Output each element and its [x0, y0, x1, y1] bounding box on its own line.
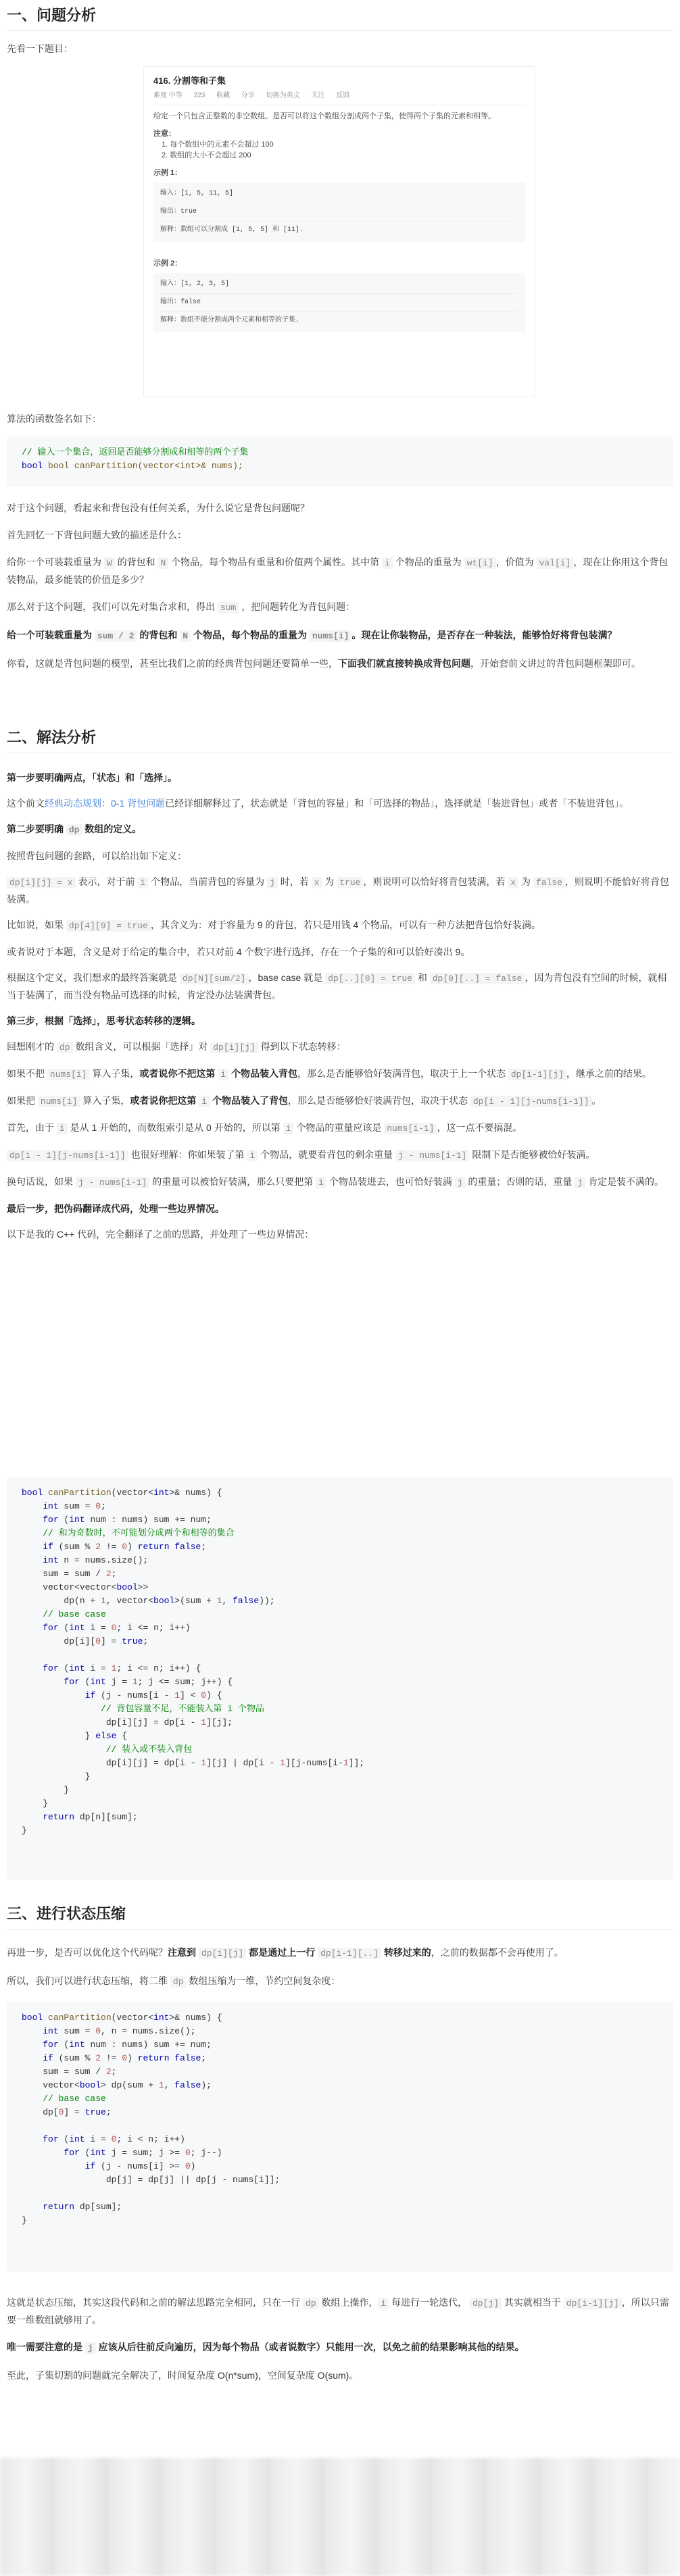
problem-card	[143, 66, 535, 397]
step-heading: 最后一步，把伪码翻译成代码，处理一些边界情况。	[7, 1203, 224, 1214]
blurred-footer	[0, 2458, 680, 2576]
paragraph: 以下是我的 C++ 代码，完全翻译了之前的思路，并处理了一些边界情况：	[7, 1229, 314, 1240]
section-title: 三、进行状态压缩	[7, 1902, 673, 1929]
example-input: 输入：[1, 2, 3, 5]	[160, 276, 518, 294]
code-block-2d: bool canPartition(vector<int>& nums) { int sum = 0; for (int num : nums) sum += num; // 和为奇数时，不可能划分成两个和相等的集合 if (sum % 2 != 0) return false; int n = nums.size(); sum = sum / 2; vector<vector<bool>> dp(n + 1, vector<bool>(sum + 1, false)); // base case for (int i = 0; i <= n; i++) dp[i][0] = true; for (int i = 1; i <= n; i++) { for (int j = 1; j <= sum; j++) { if (j - nums[i - 1] < 0) { // 背包容量不足，不能装入第 i 个物品 dp[i][j] = dp[i - 1][j]; } else { // 装入或不装入背包 dp[i][j] = dp[i - 1][j] | dp[i - 1][j-nums[i-1]]; } } } return dp[n][sum]; }	[7, 1477, 673, 1879]
paragraph: 给你一个可装载重量为 W 的背包和 N 个物品，每个物品有重量和价值两个属性。其中第 i 个物品的重量为 wt[i] ，价值为 val[i] ，现在让你用这个背包装物品，最多能装的价值是多少？	[7, 557, 669, 585]
paragraph: 至此，子集切割的问题就完全解决了，时间复杂度 O(n*sum)，空间复杂度 O(sum)。	[7, 2370, 359, 2381]
example-input: 输入：[1, 5, 11, 5]	[160, 185, 518, 203]
problem-meta	[153, 89, 525, 99]
problem-title: 416. 分割等和子集	[153, 76, 226, 86]
like-count[interactable]: 223	[193, 92, 205, 99]
feedback-button[interactable]: 反馈	[336, 92, 350, 99]
example-explanation: 解释：数组可以分割成 [1, 5, 5] 和 [11].	[160, 226, 304, 234]
paragraph: 再进一步，是否可以优化这个代码呢？注意到 dp[i][j] 都是通过上一行 dp[i-1][..] 转移过来的，之前的数据都不会再使用了。	[7, 1947, 564, 1959]
example-output: 输出：false	[160, 294, 518, 312]
switch-english-button[interactable]: 切换为英文	[266, 92, 300, 99]
paragraph: 这个前文经典动态规划：0-1 背包问题已经详细解释过了，状态就是「背包的容量」和「可选择的物品」，选择就是「装进背包」或者「不装进背包」。	[7, 798, 629, 809]
paragraph: 所以，我们可以进行状态压缩，将二维 dp 数组压缩为一维，节约空间复杂度：	[7, 1975, 341, 1987]
example-explanation: 解释：数组不能分割成两个元素和相等的子集.	[160, 317, 300, 324]
example-label: 示例 2：	[153, 259, 183, 268]
follow-button[interactable]: 关注	[311, 92, 325, 99]
example-label: 示例 1：	[153, 169, 183, 177]
example-box	[153, 273, 525, 332]
paragraph: 这就是状态压缩，其实这段代码和之前的解法思路完全相同，只在一行 dp 数组上操作， i 每进行一轮迭代， dp[j] 其实就相当于 dp[i-1][j] ，所以只需要一维数组就够用了。	[7, 2297, 669, 2325]
paragraph: 如果把 nums[i] 算入子集，或者说你把这第 i 个物品装入了背包，那么是否能够恰好装满背包，取决于状态 dp[i - 1][j-nums[i-1]] 。	[7, 1095, 602, 1107]
code-block-1d: bool canPartition(vector<int>& nums) { int sum = 0, n = nums.size(); for (int num : nums) sum += num; if (sum % 2 != 0) return false; sum = sum / 2; vector<bool> dp(sum + 1, false); // base case dp[0] = true; for (int i = 0; i < n; i++) for (int j = sum; j >= 0; j--) if (j - nums[i] >= 0) dp[j] = dp[j] || dp[j - nums[i]]; return dp[sum]; }	[7, 2002, 673, 2272]
paragraph: 回想刚才的 dp 数组含义，可以根据「选择」对 dp[i][j] 得到以下状态转移：	[7, 1041, 346, 1053]
paragraph: 首先回忆一下背包问题大致的描述是什么：	[7, 530, 187, 540]
paragraph: 算法的函数签名如下：	[7, 413, 101, 424]
example-box	[153, 182, 525, 242]
paragraph: 你看，这就是背包问题的模型，甚至比我们之前的经典背包问题还要简单一些，下面我们就直接转换成背包问题，开始套前文讲过的背包问题框架即可。	[7, 658, 641, 669]
section-problem-analysis-cont	[7, 411, 673, 672]
paragraph: dp[i][j] = x 表示，对于前 i 个物品，当前背包的容量为 j 时，若 x 为 true ，则说明可以恰好将背包装满，若 x 为 false ，则说明不能恰好将背包装满。	[7, 876, 669, 905]
note-item: 1. 每个数组中的元素不会超过 100	[162, 141, 274, 149]
section-title: 一、问题分析	[7, 4, 673, 31]
paragraph: 换句话说，如果 j - nums[i-1] 的重量可以被恰好装满，那么只要把第 i 个物品装进去，也可恰好装满 j 的重量；否则的话，重量 j 肯定是装不满的。	[7, 1176, 664, 1188]
paragraph: 如果不把 nums[i] 算入子集，或者说你不把这第 i 个物品装入背包，那么是否能够恰好装满背包，取决于上一个状态 dp[i-1][j] ，继承之前的结果。	[7, 1068, 652, 1080]
section-title: 二、解法分析	[7, 726, 673, 753]
paragraph: 唯一需要注意的是 j 应该从后往前反向遍历，因为每个物品（或者说数字）只能用一次，以免之前的结果影响其他的结果。	[7, 2342, 525, 2353]
paragraph: dp[i - 1][j-nums[i-1]] 也很好理解：你如果装了第 i 个物品，就要看背包的剩余重量 j - nums[i-1] 限制下是否能够被恰好装满。	[7, 1146, 673, 1164]
paragraph: 首先，由于 i 是从 1 开始的，而数组索引是从 0 开始的，所以第 i 个物品的重量应该是 nums[i-1] ，这一点不要搞混。	[7, 1122, 523, 1134]
step-heading: 第三步，根据「选择」，思考状态转移的逻辑。	[7, 1015, 201, 1026]
section-state-compression-cont	[7, 2294, 673, 2383]
note-label: 注意：	[153, 130, 176, 138]
paragraph: 那么对于这个问题，我们可以先对集合求和，得出 sum ，把问题转化为背包问题：	[7, 601, 356, 613]
difficulty-badge: 难度 中等	[153, 92, 183, 99]
paragraph: 或者说对于本题，含义是对于给定的集合中，若只对前 4 个数字进行选择，存在一个子集的和可以恰好凑出 9。	[7, 946, 470, 957]
paragraph: 先看一下题目：	[7, 43, 73, 54]
section-state-compression	[7, 1902, 673, 1990]
reference-link[interactable]: 经典动态规划：0-1 背包问题	[45, 798, 166, 809]
share-button[interactable]: 分享	[241, 92, 255, 99]
favorite-button[interactable]: 收藏	[216, 92, 230, 99]
paragraph: 按照背包问题的套路，可以给出如下定义：	[7, 851, 187, 861]
step-heading: 第一步要明确两点，「状态」和「选择」。	[7, 772, 177, 783]
paragraph: 比如说，如果 dp[4][9] = true ，其含义为：对于容量为 9 的背包，若只是用钱 4 个物品，可以有一种方法把背包恰好装满。	[7, 919, 541, 931]
code-block: // 输入一个集合，返回是否能够分割成和相等的两个子集 bool bool canPartition(vector<int>& nums);	[7, 436, 673, 486]
paragraph: 给一个可装载重量为 sum / 2 的背包和 N 个物品，每个物品的重量为 nums[i] 。现在让你装物品，是否存在一种装法，能够恰好将背包装满？	[7, 630, 617, 641]
section-problem-analysis	[7, 4, 673, 57]
note-item: 2. 数组的大小不会超过 200	[162, 151, 251, 159]
paragraph: 对于这个问题，看起来和背包没有任何关系，为什么说它是背包问题呢？	[7, 503, 310, 513]
paragraph: 根据这个定义，我们想求的最终答案就是 dp[N][sum/2] ，base case 就是 dp[..][0] = true 和 dp[0][..] = false ，因为背包没有空间的时候，就相当于装满了，而当没有物品可选择的时候，肯定没办法装满背包。	[7, 972, 667, 1001]
section-solution-analysis	[7, 726, 673, 1242]
step-heading: 第二步要明确 dp 数组的定义。	[7, 824, 142, 835]
example-output: 输出：true	[160, 203, 518, 222]
problem-desc: 给定一个只包含正整数的非空数组。是否可以将这个数组分割成两个子集，使得两个子集的元素和相等。	[153, 112, 495, 120]
